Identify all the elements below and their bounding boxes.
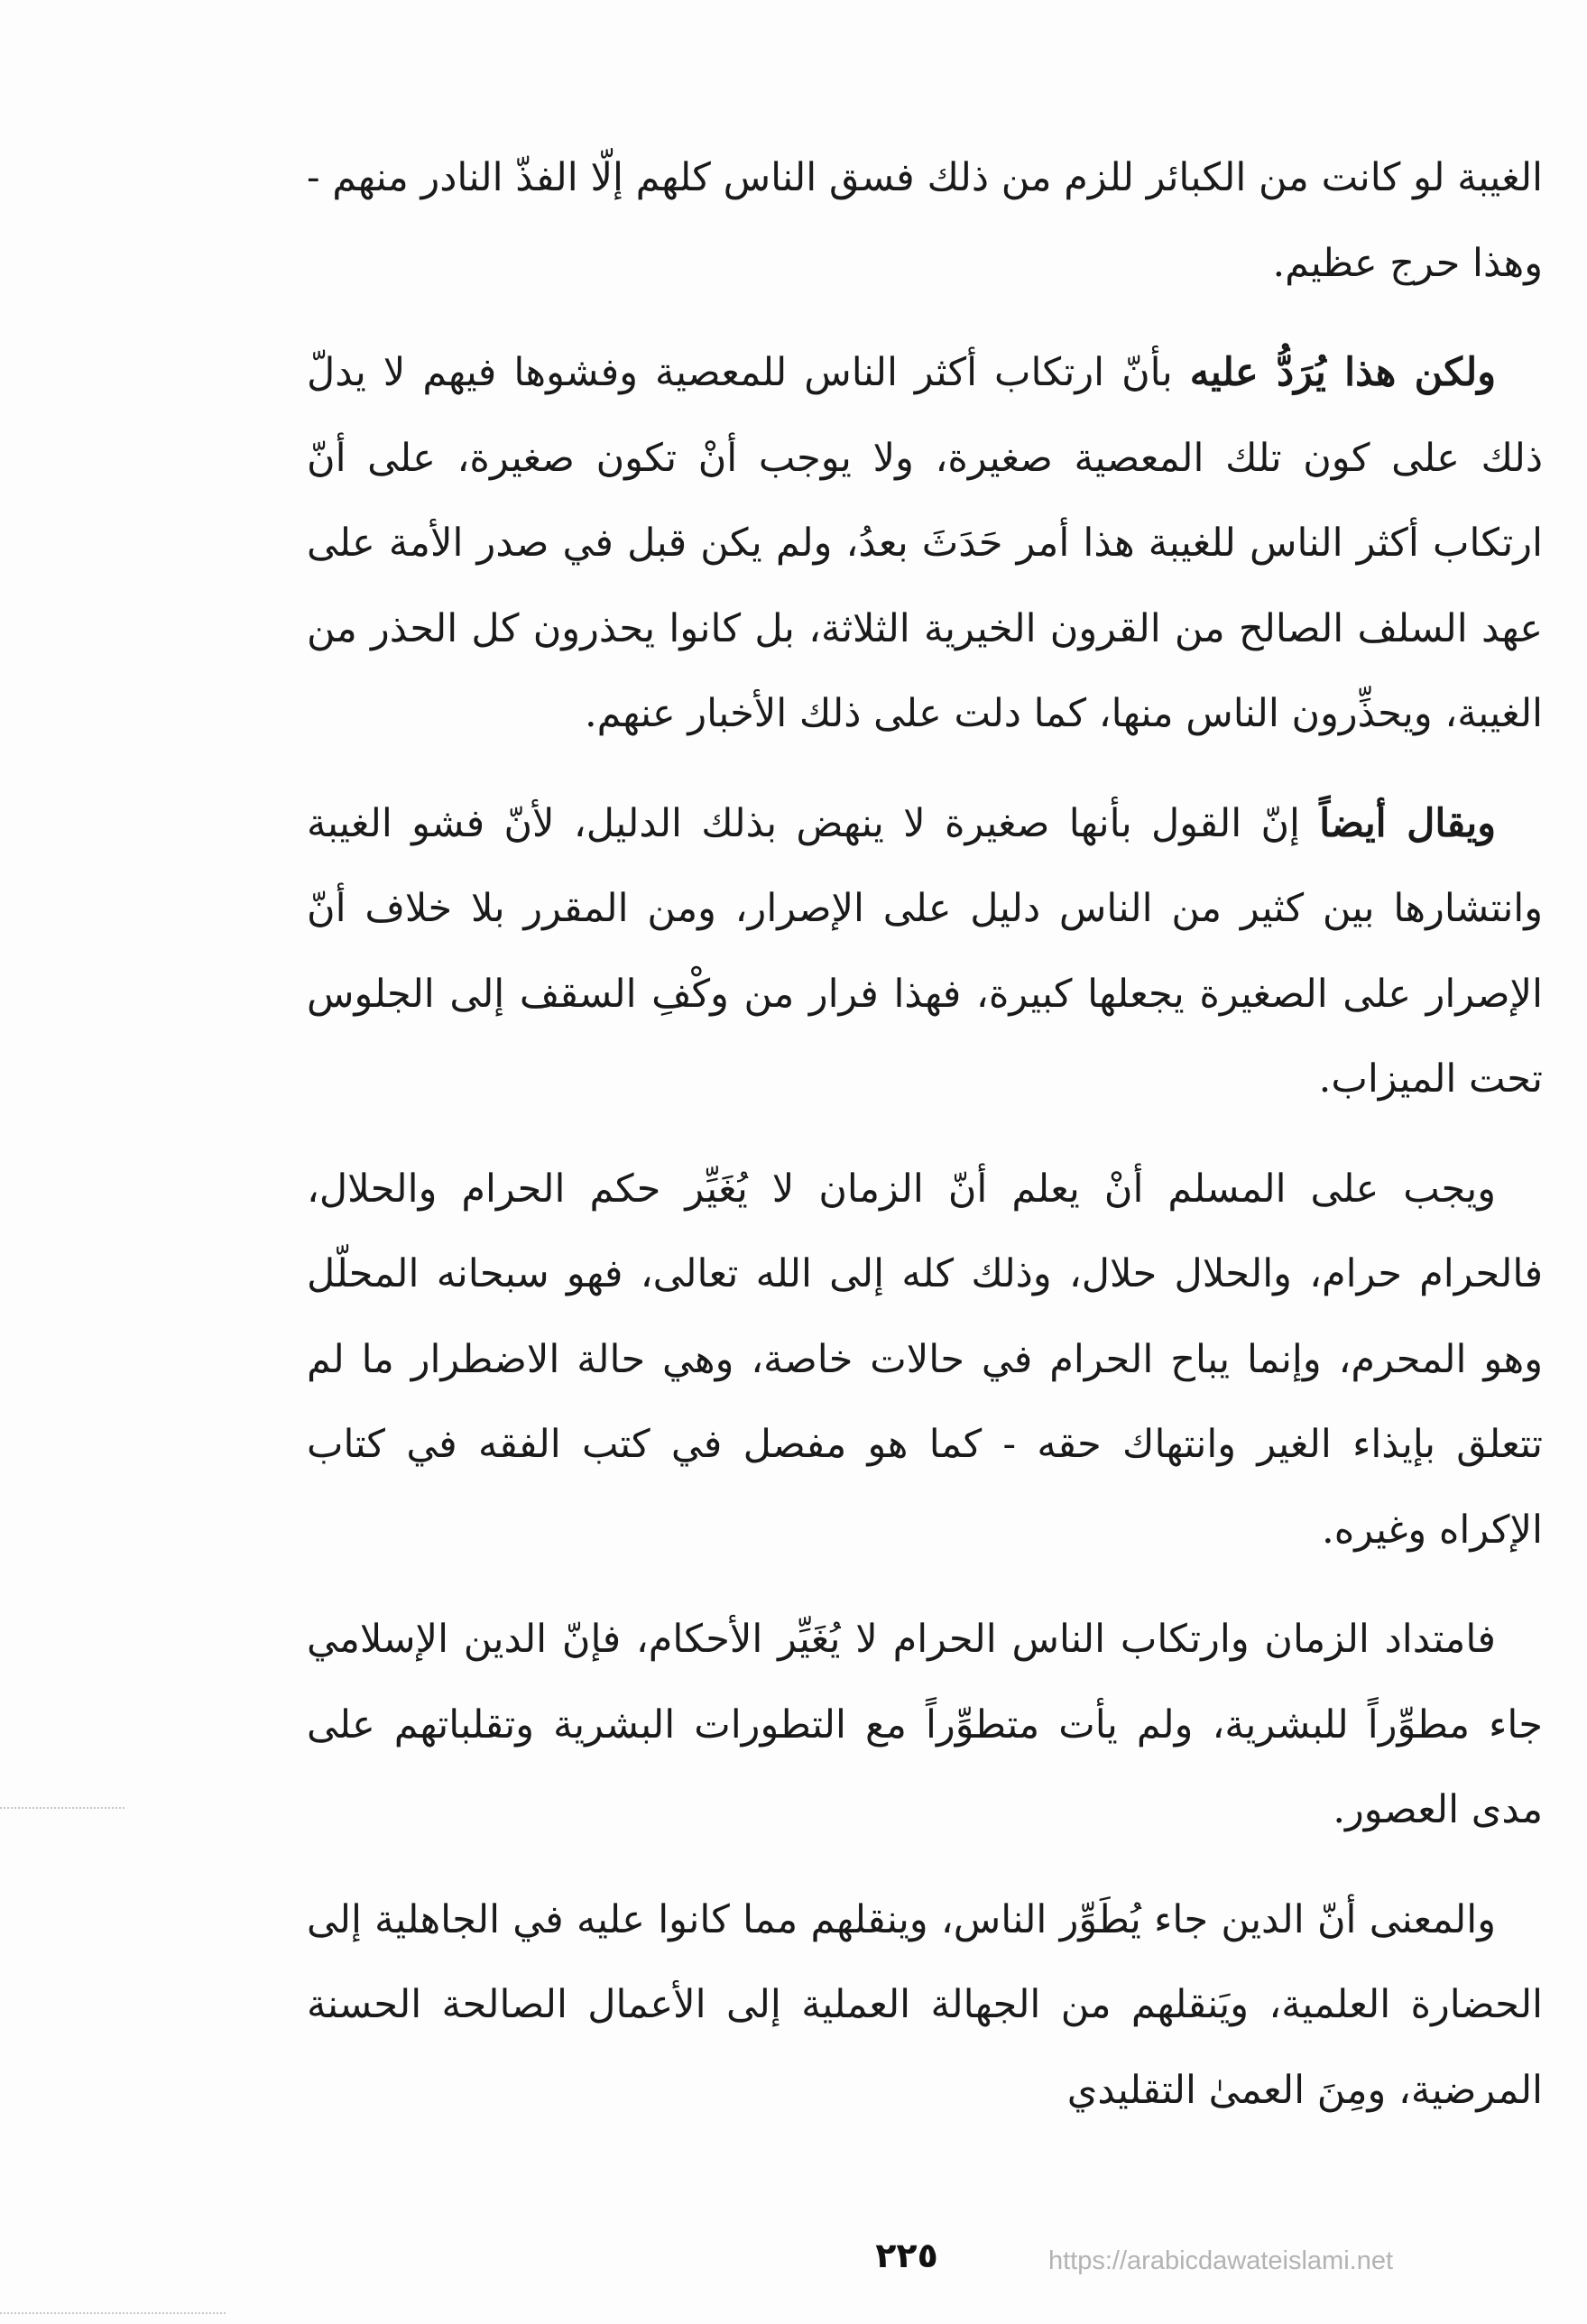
paragraph-6 — [307, 1877, 1543, 2134]
watermark-url: https://arabicdawateislami.net — [1048, 2246, 1394, 2275]
paragraph-5-text: فامتداد الزمان وارتكاب الناس الحرام لا يُغَيِّر الأحكام، فإنّ الدين الإسلامي جاء مطوِّراً للبشرية، ولم يأت متطوِّراً مع التطورات البشرية وتقلباتهم على مدى العصور. — [307, 1617, 1544, 1832]
paragraph-6-text: والمعنى أنّ الدين جاء يُطَوِّر الناس، وينقلهم مما كانوا عليه في الجاهلية إلى الحضارة العلمية، ويَنقلهم من الجهالة العملية إلى الأعمال الصالحة الحسنة المرضية، ومِنَ العمىٰ التقليدي — [307, 1896, 1543, 2113]
paragraph-3-text: إنّ القول بأنها صغيرة لا ينهض بذلك الدليل، لأنّ فشو الغيبة وانتشارها بين كثير من الناس دليل على الإصرار، ومن المقرر بلا خلاف أنّ الإصرار على الصغيرة يجعلها كبيرة، فهذا فرار من وكْفِ السقف إلى الجلوس تحت الميزاب. — [307, 800, 1543, 1102]
paragraph-2-lead: ولكن هذا يُرَدُّ عليه — [1189, 350, 1496, 395]
paragraph-3 — [307, 781, 1543, 1122]
paragraph-4-text: ويجب على المسلم أنْ يعلم أنّ الزمان لا يُغَيِّر حكم الحرام والحلال، فالحرام حرام، والحلال حلال، وذلك كله إلى الله تعالى، فهو سبحانه المحلّل وهو المحرم، وإنما يباح الحرام في حالات خاصة، وهي حالة الاضطرار ما لم تتعلق بإيذاء الغير وانتهاك حقه - كما هو مفصل في كتب الفقه في كتاب الإكراه وغيره. — [307, 1166, 1543, 1553]
body-text — [307, 135, 1543, 2157]
paragraph-2-text: بأنّ ارتكاب أكثر الناس للمعصية وفشوها فيهم لا يدلّ ذلك على كون تلك المعصية صغيرة، ولا يوجب أنْ تكون صغيرة، على أنّ ارتكاب أكثر الناس للغيبة هذا أمر حَدَثَ بعدُ، ولم يكن قبل في صدر الأمة على عهد السلف الصالح من القرون الخيرية الثلاثة، بل كانوا يحذرون كل الحذر من الغيبة، ويحذِّرون الناس منها، كما دلت على ذلك الأخبار عنهم. — [307, 350, 1543, 736]
paragraph-1-text: الغيبة لو كانت من الكبائر للزم من ذلك فسق الناس كلهم إلّا الفذّ النادر منهم - وهذا حرج عظيم. — [307, 155, 1543, 286]
scan-bottom-mark — [0, 2312, 226, 2314]
paragraph-5 — [307, 1597, 1543, 1853]
scan-margin-mark — [0, 1807, 125, 1809]
page-number: ٢٢٥ — [875, 2236, 938, 2275]
paragraph-4 — [307, 1147, 1543, 1573]
paragraph-1 — [307, 135, 1543, 306]
paragraph-3-lead: ويقال أيضاً — [1319, 800, 1497, 846]
paragraph-2 — [307, 330, 1543, 757]
